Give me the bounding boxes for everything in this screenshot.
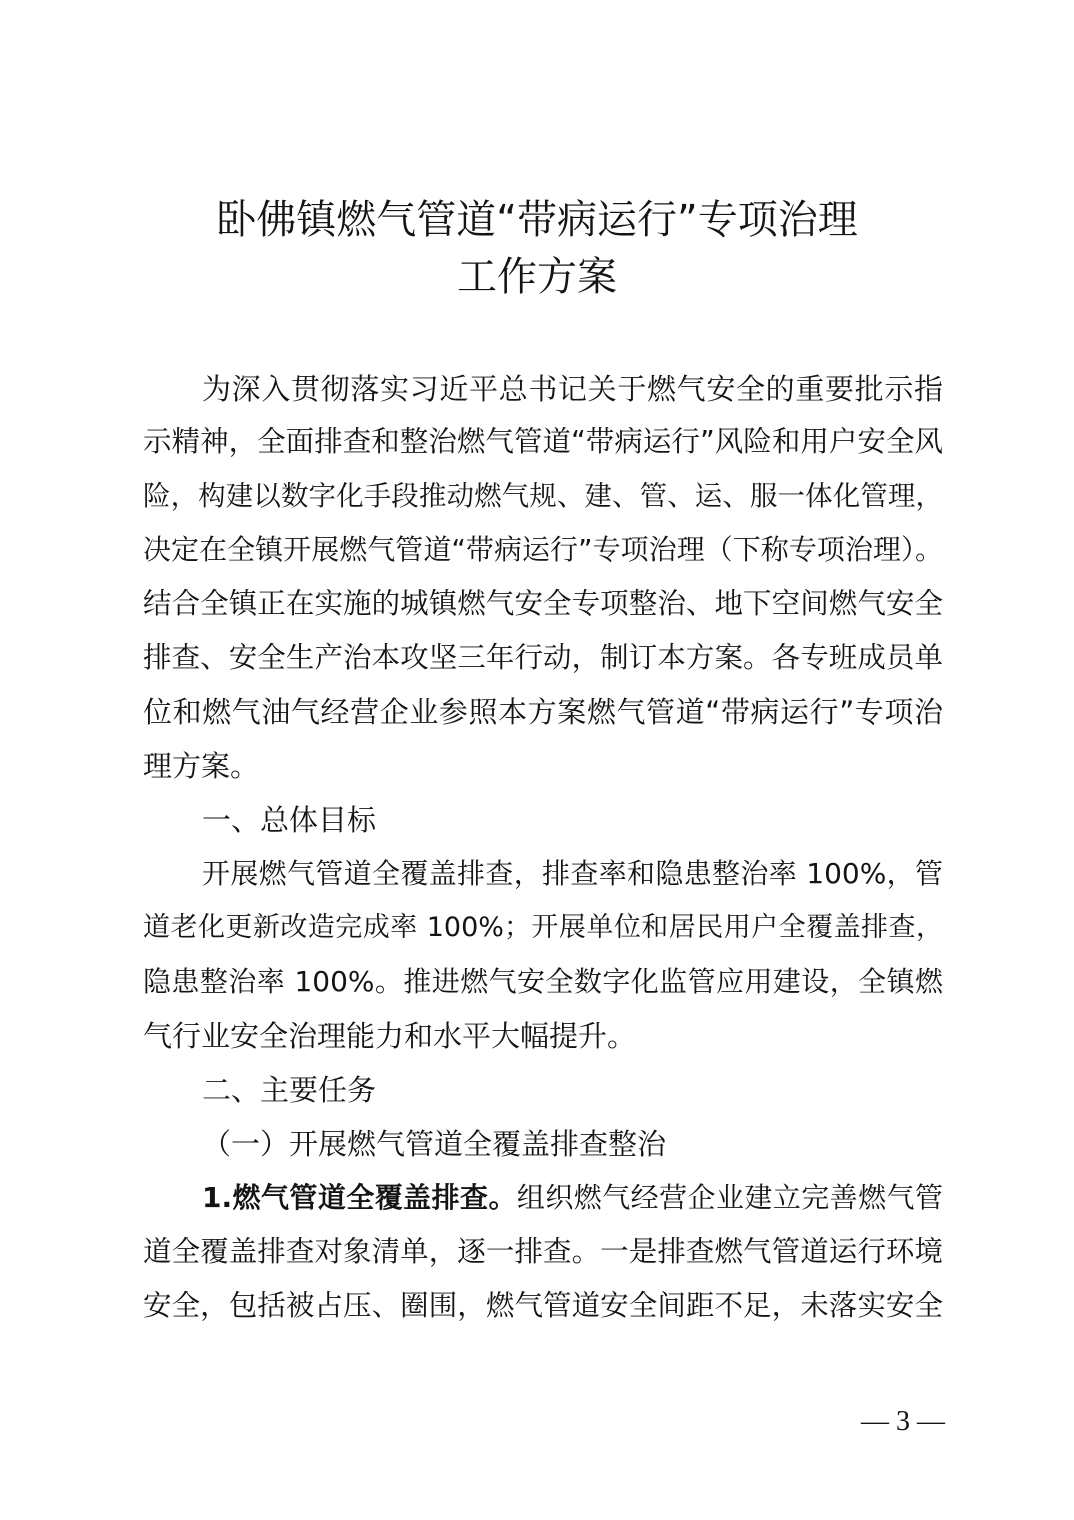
task-item-line: 安全，包括被占压、圈围，燃气管道安全间距不足，未落实安全 xyxy=(143,1289,943,1322)
task-item-1-label: 1.燃气管道全覆盖排查。 xyxy=(202,1181,517,1214)
intro-line: 理方案。 xyxy=(143,749,260,783)
document-title-line-2: 工作方案 xyxy=(457,254,617,300)
intro-line: 决定在全镇开展燃气管道“带病运行”专项治理（下称专项治理）。 xyxy=(143,533,943,566)
task-item-1-first-line xyxy=(202,1178,943,1218)
goals-line: 开展燃气管道全覆盖排查，排查率和隐患整治率 100%，管 xyxy=(202,857,943,890)
goals-line: 隐患整治率 100%。推进燃气安全数字化监管应用建设，全镇燃 xyxy=(143,965,943,998)
intro-line: 位和燃气油气经营企业参照本方案燃气管道“带病运行”专项治 xyxy=(143,695,943,729)
intro-line: 排查、安全生产治本攻坚三年行动，制订本方案。各专班成员单 xyxy=(143,641,943,674)
goals-line: 道老化更新改造完成率 100%；开展单位和居民用户全覆盖排查， xyxy=(143,912,943,943)
intro-line: 示精神，全面排查和整治燃气管道“带病运行”风险和用户安全风 xyxy=(143,425,943,458)
intro-line: 为深入贯彻落实习近平总书记关于燃气安全的重要批示指 xyxy=(202,372,943,406)
section-heading-tasks: 二、主要任务 xyxy=(202,1073,377,1107)
page-number: — 3 — xyxy=(861,1406,945,1437)
subsection-heading: （一）开展燃气管道全覆盖排查整治 xyxy=(202,1127,667,1161)
document-title-line-1: 卧佛镇燃气管道“带病运行”专项治理 xyxy=(216,197,858,243)
section-heading-goals: 一、总体目标 xyxy=(202,803,377,837)
task-item-1-text: 组织燃气经营企业建立完善燃气管 xyxy=(516,1181,943,1214)
intro-line: 结合全镇正在实施的城镇燃气安全专项整治、地下空间燃气安全 xyxy=(143,587,943,620)
goals-line: 气行业安全治理能力和水平大幅提升。 xyxy=(143,1019,637,1053)
task-item-line: 道全覆盖排查对象清单，逐一排查。一是排查燃气管道运行环境 xyxy=(143,1235,943,1268)
intro-line: 险，构建以数字化手段推动燃气规、建、管、运、服一体化管理， xyxy=(143,480,943,512)
